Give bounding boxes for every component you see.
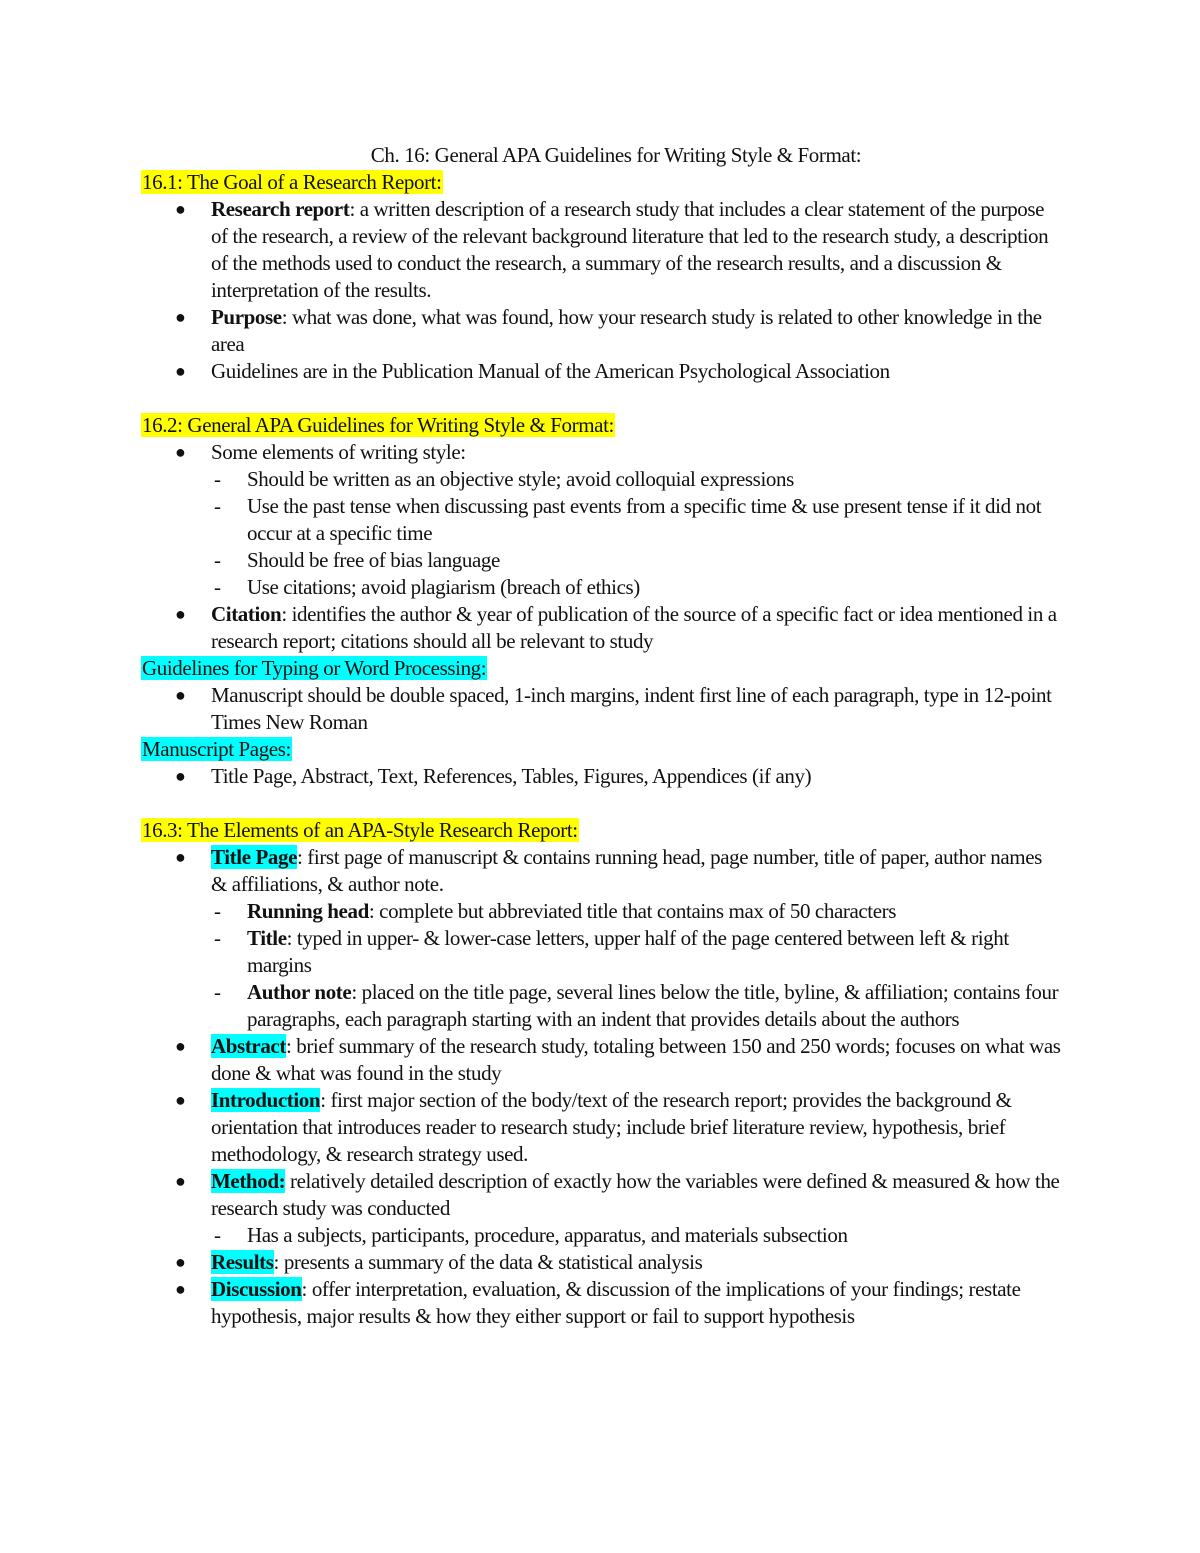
- list-item: [141, 1276, 1061, 1330]
- section: [141, 169, 1061, 412]
- list-item: [141, 439, 1061, 466]
- document-title: Ch. 16: General APA Guidelines for Writing Style & Format:: [370, 143, 862, 167]
- list-item: [141, 1249, 1061, 1276]
- section-heading: [141, 169, 1061, 196]
- list-item: [141, 1087, 1061, 1168]
- bullet-icon: ●: [175, 307, 186, 327]
- item-text: Manuscript should be double spaced, 1-inch margins, indent first line of each paragraph, type in 12-point Times New Roman: [211, 683, 1052, 734]
- term-label: Purpose: [211, 305, 282, 329]
- section-heading: [141, 655, 1061, 682]
- sub-item-text: Should be written as an objective style; avoid colloquial expressions: [247, 467, 794, 491]
- term-label: Method:: [211, 1169, 286, 1193]
- sub-list-item: [141, 898, 1061, 925]
- sub-list-item: [141, 493, 1061, 547]
- item-text: relatively detailed description of exactly how the variables were defined & measured & how the research study was conducted: [211, 1169, 1060, 1220]
- item-text: Title Page, Abstract, Text, References, Tables, Figures, Appendices (if any): [211, 764, 812, 788]
- section-heading: [141, 736, 1061, 763]
- bullet-icon: ●: [175, 1036, 186, 1056]
- dash-icon: -: [214, 899, 221, 923]
- sub-list-item: [141, 547, 1061, 574]
- list-item: [141, 844, 1061, 898]
- blank-line: [141, 385, 1061, 412]
- term-label: Results: [211, 1250, 274, 1274]
- blank-line: [141, 790, 1061, 817]
- bullet-icon: ●: [175, 1171, 186, 1191]
- item-text: Some elements of writing style:: [211, 440, 466, 464]
- sub-list-item: [141, 574, 1061, 601]
- sub-list-item: [141, 1222, 1061, 1249]
- item-text: : a written description of a research study that includes a clear statement of the purpose of the research, a review of the relevant background literature that led to the research study, a description of the methods used to conduct the research, a summary of the research results, and a discussion & interpretation of the results.: [211, 197, 1049, 302]
- list-item: [141, 1033, 1061, 1087]
- bullet-icon: ●: [175, 1252, 186, 1272]
- term-label: Author note: [247, 980, 352, 1004]
- sub-item-text: Should be free of bias language: [247, 548, 500, 572]
- term-label: Citation: [211, 602, 282, 626]
- item-text: : first major section of the body/text of the research report; provides the background & orientation that introduces reader to research study; include brief literature review, hypothesis, brief methodology, & research strategy used.: [211, 1088, 1012, 1166]
- item-text: : presents a summary of the data & statistical analysis: [273, 1250, 703, 1274]
- dash-icon: -: [214, 1223, 221, 1247]
- sub-item-text: Use the past tense when discussing past events from a specific time & use present tense if it did not occur at a specific time: [247, 494, 1042, 545]
- item-text: : offer interpretation, evaluation, & discussion of the implications of your findings; restate hypothesis, major results & how they either support or fail to support hypothesis: [211, 1277, 1021, 1328]
- sections: [141, 169, 1061, 1330]
- sub-list-item: [141, 979, 1061, 1033]
- document-page: [141, 142, 1061, 1330]
- section-heading-text: Manuscript Pages:: [142, 737, 291, 761]
- bullet-icon: ●: [175, 199, 186, 219]
- list-item: [141, 1168, 1061, 1222]
- dash-icon: -: [214, 494, 221, 518]
- term-label: Abstract: [211, 1034, 286, 1058]
- list-item: [141, 763, 1061, 790]
- bullet-icon: ●: [175, 361, 186, 381]
- section-heading: [141, 817, 1061, 844]
- section-heading-text: 16.2: General APA Guidelines for Writing Style & Format:: [142, 413, 614, 437]
- dash-icon: -: [214, 467, 221, 491]
- term-label: Running head: [247, 899, 369, 923]
- bullet-icon: ●: [175, 847, 186, 867]
- section: [141, 412, 1061, 655]
- sub-item-text: Use citations; avoid plagiarism (breach of ethics): [247, 575, 640, 599]
- bullet-icon: ●: [175, 685, 186, 705]
- bullet-icon: ●: [175, 442, 186, 462]
- term-label: Discussion: [211, 1277, 302, 1301]
- term-label: Introduction: [211, 1088, 321, 1112]
- sub-item-text: : complete but abbreviated title that contains max of 50 characters: [368, 899, 897, 923]
- list-item: [141, 682, 1061, 736]
- bullet-icon: ●: [175, 1090, 186, 1110]
- section-heading-text: Guidelines for Typing or Word Processing:: [142, 656, 487, 680]
- section-heading-text: 16.3: The Elements of an APA-Style Research Report:: [142, 818, 578, 842]
- bullet-icon: ●: [175, 766, 186, 786]
- item-text: Guidelines are in the Publication Manual of the American Psychological Association: [211, 359, 890, 383]
- term-label: Title: [247, 926, 287, 950]
- term-label: Title Page: [211, 845, 298, 869]
- list-item: [141, 196, 1061, 304]
- sub-list-item: [141, 466, 1061, 493]
- section: [141, 736, 1061, 817]
- section: [141, 655, 1061, 736]
- section: [141, 817, 1061, 1330]
- sub-item-text: Has a subjects, participants, procedure, apparatus, and materials subsection: [247, 1223, 848, 1247]
- item-text: : brief summary of the research study, totaling between 150 and 250 words; focuses on what was done & what was found in the study: [211, 1034, 1061, 1085]
- section-heading-text: 16.1: The Goal of a Research Report:: [142, 170, 442, 194]
- list-item: [141, 358, 1061, 385]
- section-heading: [141, 412, 1061, 439]
- list-item: [141, 601, 1061, 655]
- bullet-icon: ●: [175, 1279, 186, 1299]
- dash-icon: -: [214, 926, 221, 950]
- sub-item-text: : placed on the title page, several lines below the title, byline, & affiliation; contains four paragraphs, each paragraph starting with an indent that provides details about the authors: [247, 980, 1059, 1031]
- item-text: : identifies the author & year of publication of the source of a specific fact or idea mentioned in a research report; citations should all be relevant to study: [211, 602, 1057, 653]
- dash-icon: -: [214, 980, 221, 1004]
- dash-icon: -: [214, 575, 221, 599]
- sub-item-text: : typed in upper- & lower-case letters, upper half of the page centered between left & right margins: [247, 926, 1009, 977]
- sub-list-item: [141, 925, 1061, 979]
- bullet-icon: ●: [175, 604, 186, 624]
- term-label: Research report: [211, 197, 350, 221]
- list-item: [141, 304, 1061, 358]
- item-text: : first page of manuscript & contains running head, page number, title of paper, author names & affiliations, & author note.: [211, 845, 1042, 896]
- dash-icon: -: [214, 548, 221, 572]
- item-text: : what was done, what was found, how your research study is related to other knowledge in the area: [211, 305, 1042, 356]
